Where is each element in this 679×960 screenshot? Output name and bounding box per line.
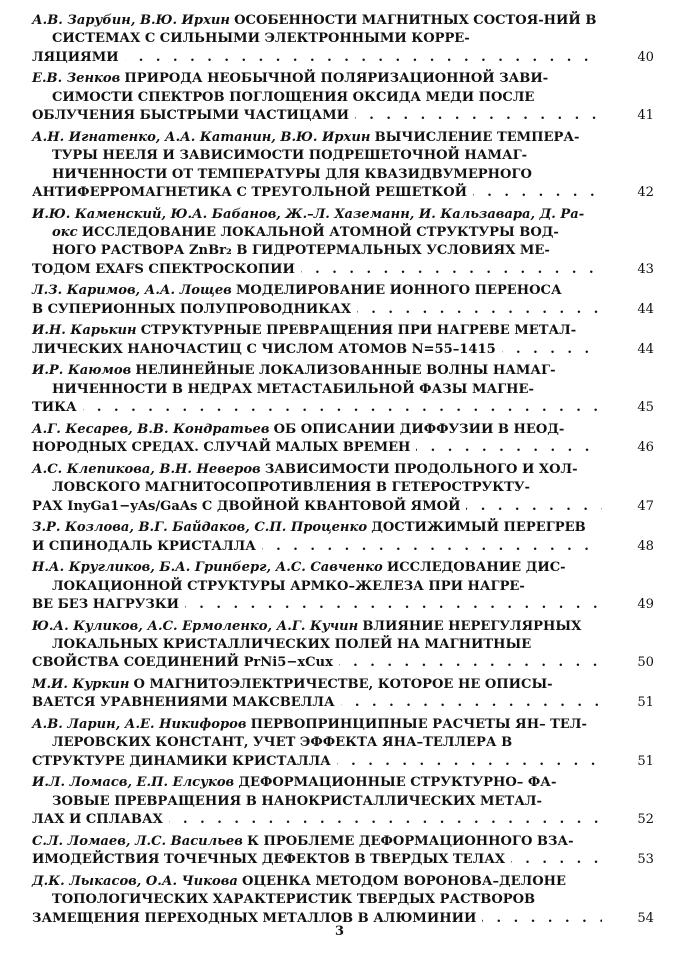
entry-title: МОДЕЛИРОВАНИЕ ИОННОГО ПЕРЕНОСА	[235, 283, 562, 299]
dot-leader	[473, 184, 602, 202]
entry-last-line	[32, 654, 602, 672]
entry-last-line	[32, 261, 602, 279]
entry-last-line	[32, 753, 602, 771]
entry-authors: А.С. Клепикова, В.Н. Неверов	[32, 461, 261, 477]
toc-entry	[32, 774, 654, 829]
entry-title-end: В СУПЕРИОННЫХ ПОЛУПРОВОДНИКАХ	[32, 301, 352, 317]
dot-leader	[511, 851, 602, 869]
toc-entry	[32, 873, 654, 928]
entry-authors: М.И. Куркин	[32, 677, 130, 693]
entry-page-number: 41	[637, 108, 654, 124]
entry-title-end: ЛИЧЕСКИХ НАНОЧАСТИЦ С ЧИСЛОМ АТОМОВ N=55–1415	[32, 341, 496, 357]
toc-entry	[32, 282, 654, 319]
entry-title: ЗАВИСИМОСТИ ПРОДОЛЬНОГО И ХОЛ-ЛОВСКОГО МАГНИТОСОПРОТИВЛЕНИЯ В ГЕТЕРОСТРУКТУ-	[52, 461, 578, 496]
entry-last-line	[32, 811, 602, 829]
entry-title: ДЕФОРМАЦИОННЫЕ СТРУКТУРНО– ФА-ЗОВЫЕ ПРЕВРАЩЕНИЯ В НАНОКРИСТАЛЛИЧЕСКИХ МЕТАЛ-	[52, 775, 557, 809]
entry-last-line	[32, 439, 602, 457]
dot-leader	[341, 694, 602, 712]
entry-last-line	[32, 107, 602, 125]
entry-page-number: 51	[637, 695, 654, 711]
entry-page-number: 51	[637, 753, 654, 769]
entry-authors: Е.В. Зенков	[32, 71, 121, 87]
toc-entry	[32, 716, 654, 771]
entry-title: ПЕРВОПРИНЦИПНЫЕ РАСЧЕТЫ ЯН– ТЕЛ-ЛЕРОВСКИХ КОНСТАНТ, УЧЕТ ЭФФЕКТА ЯНА–ТЕЛЛЕРА В	[52, 717, 587, 751]
entry-title-end: ИМОДЕЙСТВИЯ ТОЧЕЧНЫХ ДЕФЕКТОВ В ТВЕРДЫХ ТЕЛАХ	[32, 852, 506, 868]
entry-authors: И.Л. Ломасв, Е.П. Елсуков	[32, 775, 235, 791]
entry-title-end: ОБЛУЧЕНИЯ БЫСТРЫМИ ЧАСТИЦАМИ	[32, 108, 350, 124]
entry-authors: А.Н. Игнатенко, А.А. Катанин, В.Ю. Ирхин	[32, 129, 371, 145]
entry-authors: С.Л. Ломаев, Л.С. Васильев	[32, 833, 243, 849]
entry-page-number: 43	[637, 261, 654, 277]
entry-title: ОЦЕНКА МЕТОДОМ ВОРОНОВА–ДЕЛОНЕ ТОПОЛОГИЧЕСКИХ ХАРАКТЕРИСТИК ТВЕРДЫХ РАСТВОРОВ	[52, 873, 566, 908]
entry-last-line	[32, 851, 602, 869]
entry-title: ПРИРОДА НЕОБЫЧНОЙ ПОЛЯРИЗАЦИОННОЙ ЗАВИ-СИМОСТИ СПЕКТРОВ ПОГЛОЩЕНИЯ ОКСИДА МЕДИ ПОСЛЕ	[52, 71, 549, 105]
toc-entry	[32, 676, 654, 713]
entry-page-number: 45	[637, 400, 654, 416]
entry-authors: Н.А. Кругликов, Б.А. Гринберг, А.С. Савченко	[32, 560, 383, 576]
entry-page-number: 46	[637, 440, 654, 456]
entry-authors: И.Н. Карькин	[32, 323, 137, 339]
entry-title: ОБ ОПИСАНИИ ДИФФУЗИИ В НЕОД-	[273, 421, 565, 437]
entry-title: К ПРОБЛЕМЕ ДЕФОРМАЦИОННОГО ВЗА-	[247, 833, 574, 849]
page-number: 3	[334, 924, 345, 939]
entry-title: ВЫЧИСЛЕНИЕ ТЕМПЕРА-ТУРЫ НЕЕЛЯ И ЗАВИСИМОСТИ ПОДРЕШЕТОЧНОЙ НАМАГ-НИЧЕННОСТИ ОТ ТЕМПЕРАТУРЫ ДЛЯ КВАЗИДВУМЕРНОГО	[52, 129, 580, 182]
entry-title-end: АНТИФЕРРОМАГНЕТИКА С ТРЕУГОЛЬНОЙ РЕШЕТКОЙ	[32, 185, 468, 201]
entry-page-number: 44	[637, 301, 654, 317]
entry-title-end: СВОЙСТВА СОЕДИНЕНИЙ PrNi5−xCux	[32, 655, 333, 671]
entry-title: СТРУКТУРНЫЕ ПРЕВРАЩЕНИЯ ПРИ НАГРЕВЕ МЕТАЛ-	[140, 323, 577, 339]
entry-page-number: 54	[637, 910, 654, 926]
entry-authors: И.Р. Каюмов	[32, 363, 132, 379]
dot-leader	[83, 399, 602, 417]
entry-authors: Ю.А. Куликов, А.С. Ермоленко, А.Г. Кучин	[32, 618, 359, 634]
dot-leader	[301, 261, 602, 279]
entry-page-number: 40	[637, 49, 654, 65]
entry-title-end: ЛАХ И СПЛАВАХ	[32, 812, 163, 828]
dot-leader	[339, 654, 602, 672]
dot-leader	[337, 753, 602, 771]
entry-title: ДОСТИЖИМЫЙ ПЕРЕГРЕВ	[371, 520, 586, 536]
entry-page-number: 50	[637, 655, 654, 671]
dot-leader	[416, 439, 602, 457]
entry-page-number: 49	[637, 597, 654, 613]
entry-page-number: 52	[637, 812, 654, 828]
entry-title-end: ВЕ БЕЗ НАГРУЗКИ	[32, 597, 180, 613]
entry-title: ИССЛЕДОВАНИЕ ЛОКАЛЬНОЙ АТОМНОЙ СТРУКТУРЫ ВОД-НОГО РАСТВОРА ZnBr₂ В ГИДРОТЕРМАЛЬНЫХ УСЛОВИЯХ МЕ-	[52, 225, 559, 259]
entry-page-number: 48	[637, 538, 654, 554]
entry-authors: А.Г. Кесарев, В.В. Кондратьев	[32, 421, 270, 437]
entry-last-line	[32, 538, 602, 556]
dot-leader	[262, 538, 602, 556]
toc-entry	[32, 322, 654, 359]
toc-entry	[32, 70, 654, 125]
entry-authors: И.Ю. Каменский, Ю.А. Бабанов, Ж.–Л. Хаземанн, И. Кальзавара, Д. Ра-окс	[32, 206, 585, 241]
toc-entry	[32, 129, 654, 203]
toc-entry	[32, 618, 654, 673]
entry-last-line	[32, 596, 602, 614]
dot-leader	[169, 811, 602, 829]
entry-title: О МАГНИТОЭЛЕКТРИЧЕСТВЕ, КОТОРОЕ НЕ ОПИСЫ-	[133, 677, 553, 693]
entry-title-end: ЗАМЕЩЕНИЯ ПЕРЕХОДНЫХ МЕТАЛЛОВ В АЛЮМИНИИ	[32, 910, 477, 926]
entry-authors: А.В. Ларин, А.Е. Никифоров	[32, 717, 247, 733]
toc-entry	[32, 12, 654, 67]
entry-page-number: 44	[637, 341, 654, 357]
entry-title-end: ТИКА	[32, 400, 77, 416]
entry-last-line	[32, 694, 602, 712]
entry-last-line	[32, 49, 602, 67]
dot-leader	[466, 498, 602, 516]
entry-title-end: РАХ InyGa1−yAs/GaAs С ДВОЙНОЙ КВАНТОВОЙ ЯМОЙ	[32, 498, 461, 514]
entry-last-line	[32, 399, 602, 417]
dot-leader	[185, 596, 602, 614]
dot-leader	[125, 49, 602, 67]
entry-page-number: 53	[637, 852, 654, 868]
toc-entry	[32, 461, 654, 516]
entry-page-number: 42	[637, 185, 654, 201]
entry-title-end: СТРУКТУРЕ ДИНАМИКИ КРИСТАЛЛА	[32, 753, 331, 769]
dot-leader	[502, 341, 602, 359]
dot-leader	[357, 301, 602, 319]
entry-title-end: НОРОДНЫХ СРЕДАХ. СЛУЧАЙ МАЛЫХ ВРЕМЕН	[32, 440, 411, 456]
entry-last-line	[32, 341, 602, 359]
entry-title: ОСОБЕННОСТИ МАГНИТНЫХ СОСТОЯ-НИЙ В СИСТЕМАХ С СИЛЬНЫМИ ЭЛЕКТРОННЫМИ КОРРЕ-	[52, 13, 597, 47]
toc-entry	[32, 206, 654, 280]
entry-title: ВЛИЯНИЕ НЕРЕГУЛЯРНЫХ ЛОКАЛЬНЫХ КРИСТАЛЛИЧЕСКИХ ПОЛЕЙ НА МАГНИТНЫЕ	[52, 618, 582, 653]
toc-entry	[32, 833, 654, 870]
entry-last-line	[32, 498, 602, 516]
entry-title-end: И СПИНОДАЛЬ КРИСТАЛЛА	[32, 538, 256, 554]
entry-title: НЕЛИНЕЙНЫЕ ЛОКАЛИЗОВАННЫЕ ВОЛНЫ НАМАГ-НИЧЕННОСТИ В НЕДРАХ МЕТАСТАБИЛЬНОЙ ФАЗЫ МАГНЕ-	[52, 363, 556, 397]
entry-title: ИССЛЕДОВАНИЕ ДИС-ЛОКАЦИОННОЙ СТРУКТУРЫ АРМКО–ЖЕЛЕЗА ПРИ НАГРЕ-	[52, 560, 566, 594]
entry-authors: А.В. Зарубин, В.Ю. Ирхин	[32, 13, 230, 28]
toc-entry	[32, 421, 654, 458]
toc-entry	[32, 519, 654, 556]
dot-leader	[355, 107, 602, 125]
entry-title-end: ЛЯЦИЯМИ	[32, 49, 119, 65]
entry-authors: З.Р. Козлова, В.Г. Байдаков, С.П. Проценко	[32, 520, 368, 536]
table-of-contents	[32, 12, 654, 931]
toc-entry	[32, 362, 654, 417]
entry-authors: Л.З. Каримов, А.А. Лощев	[32, 283, 232, 299]
entry-title-end: ВАЕТСЯ УРАВНЕНИЯМИ МАКСВЕЛЛА	[32, 695, 335, 711]
entry-last-line	[32, 184, 602, 202]
entry-last-line	[32, 301, 602, 319]
toc-entry	[32, 559, 654, 614]
entry-page-number: 47	[637, 498, 654, 514]
entry-authors: Д.К. Лыкасов, О.А. Чикова	[32, 873, 238, 889]
entry-title-end: ТОДОМ EXAFS СПЕКТРОСКОПИИ	[32, 261, 295, 277]
